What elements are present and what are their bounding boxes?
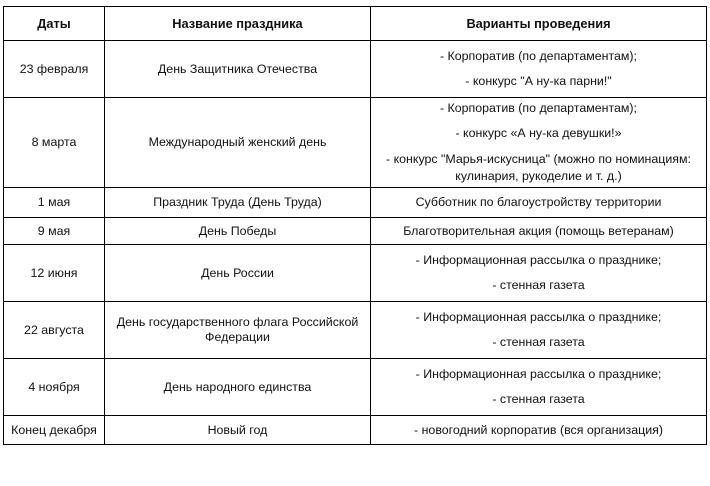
table-row bbox=[4, 218, 707, 245]
variant-line: - Информационная рассылка о празднике; bbox=[415, 310, 662, 324]
variant-line: - конкурс «А ну-ка девушки!» bbox=[455, 125, 622, 140]
date-cell: 23 февраля bbox=[4, 41, 105, 98]
variant-line: - новогодний корпоратив (вся организация) bbox=[414, 422, 663, 437]
table-row bbox=[4, 98, 707, 188]
holiday-name-cell: Международный женский день bbox=[105, 98, 371, 188]
date-cell: 8 марта bbox=[4, 98, 105, 188]
variants-cell bbox=[371, 416, 707, 445]
variant-line: - конкурс "А ну-ка парни!" bbox=[465, 74, 612, 88]
table-row bbox=[4, 245, 707, 302]
table-row bbox=[4, 302, 707, 359]
date-cell: 9 мая bbox=[4, 218, 105, 245]
holiday-name-cell: День государственного флага Российской Федерации bbox=[105, 302, 371, 359]
variants-cell bbox=[371, 245, 707, 302]
table-row bbox=[4, 416, 707, 445]
holidays-table bbox=[3, 6, 707, 445]
table-row bbox=[4, 188, 707, 218]
variant-line: - стенная газета bbox=[492, 335, 585, 349]
date-cell: 4 ноября bbox=[4, 359, 105, 416]
variants-cell bbox=[371, 218, 707, 245]
variant-line: - Корпоратив (по департаментам); bbox=[439, 49, 637, 63]
variant-line: - стенная газета bbox=[492, 278, 585, 292]
header-row bbox=[4, 7, 707, 41]
variant-line: - Информационная рассылка о празднике; bbox=[415, 253, 662, 267]
variant-line: - стенная газета bbox=[492, 392, 585, 406]
header-name: Название праздника bbox=[105, 7, 371, 41]
header-date: Даты bbox=[4, 7, 105, 41]
variants-cell bbox=[371, 188, 707, 218]
variant-line: - конкурс "Марья-искусница" (можно по номинациям: кулинария, рукоделие и т. д.) bbox=[386, 151, 691, 183]
table-row bbox=[4, 41, 707, 98]
holiday-name-cell: День Защитника Отечества bbox=[105, 41, 371, 98]
holiday-name-cell: День России bbox=[105, 245, 371, 302]
variant-line: - Корпоратив (по департаментам); bbox=[439, 100, 637, 115]
date-cell: 12 июня bbox=[4, 245, 105, 302]
holiday-name-cell: Новый год bbox=[105, 416, 371, 445]
variants-cell bbox=[371, 359, 707, 416]
variant-line: Субботник по благоустройству территории bbox=[415, 195, 662, 209]
date-cell: 22 августа bbox=[4, 302, 105, 359]
variant-line: - Информационная рассылка о празднике; bbox=[415, 367, 662, 381]
variant-line: Благотворительная акция (помощь ветеранам) bbox=[403, 223, 674, 238]
variants-cell bbox=[371, 41, 707, 98]
variants-cell bbox=[371, 302, 707, 359]
holiday-name-cell: День Победы bbox=[105, 218, 371, 245]
holiday-name-cell: День народного единства bbox=[105, 359, 371, 416]
holiday-name-cell: Праздник Труда (День Труда) bbox=[105, 188, 371, 218]
variants-cell bbox=[371, 98, 707, 188]
date-cell: Конец декабря bbox=[4, 416, 105, 445]
date-cell: 1 мая bbox=[4, 188, 105, 218]
table-row bbox=[4, 359, 707, 416]
header-variants: Варианты проведения bbox=[371, 7, 707, 41]
